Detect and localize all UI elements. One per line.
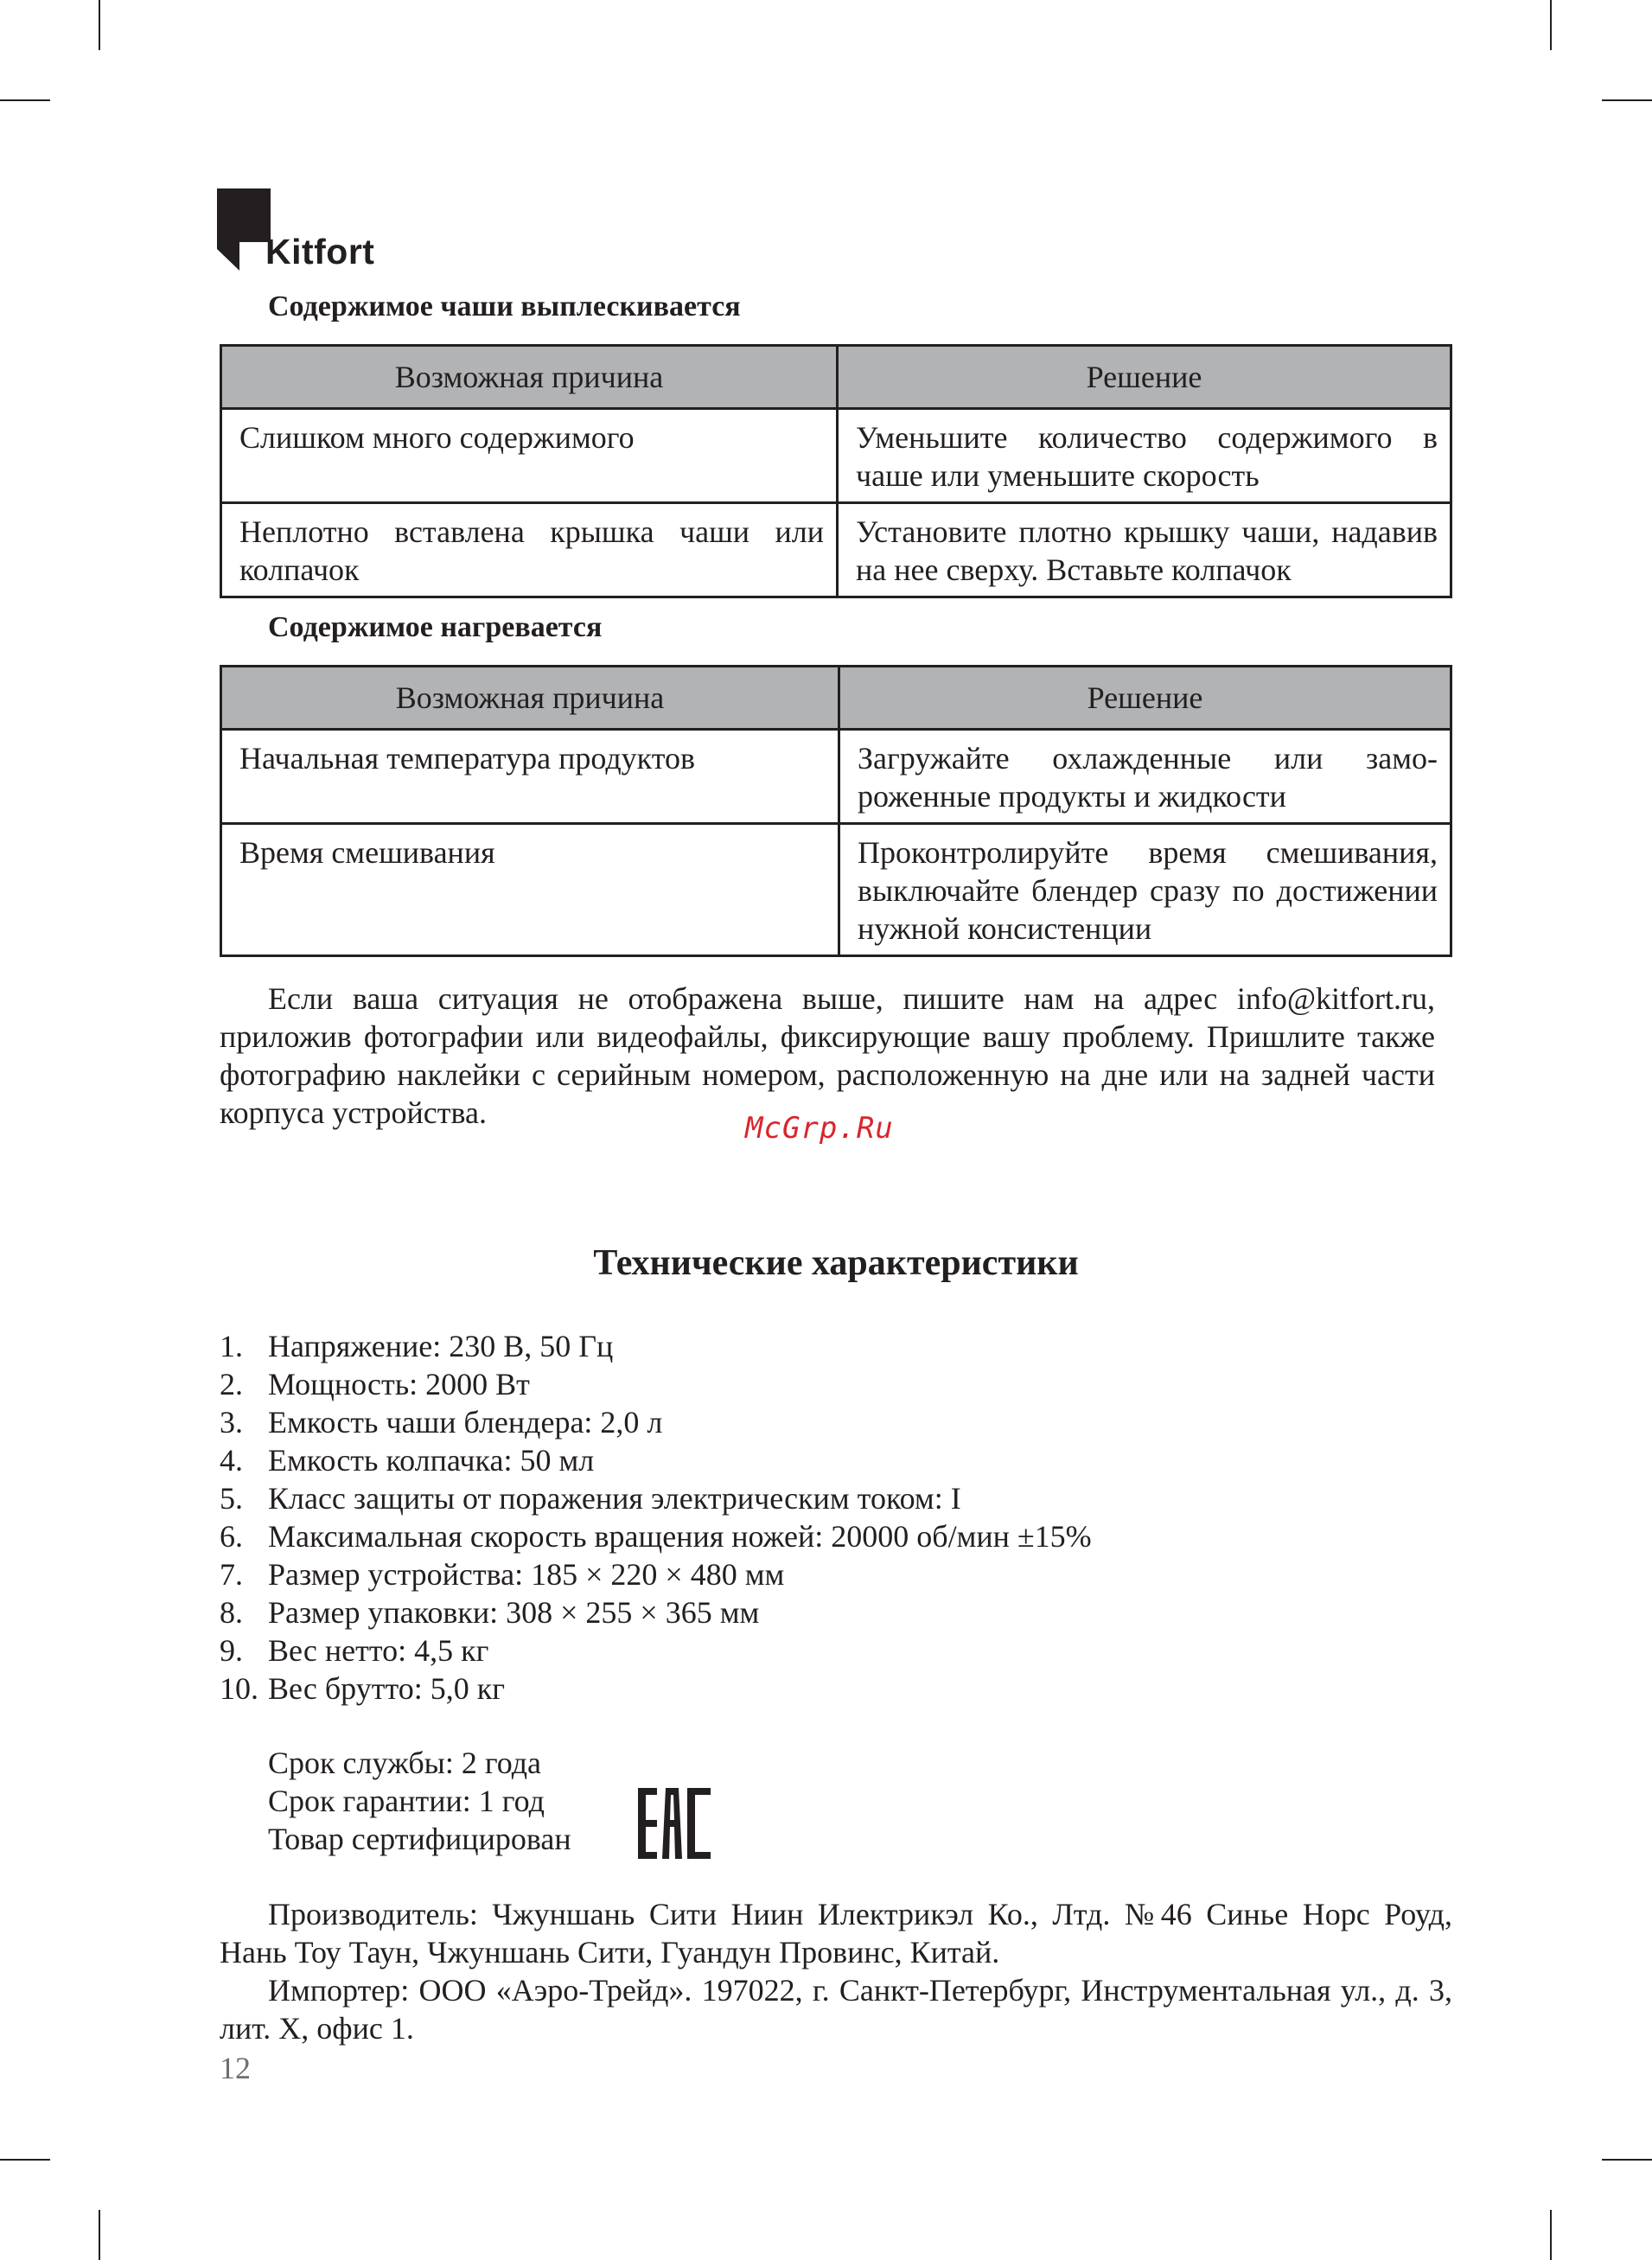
spec-item: [220, 1593, 1447, 1631]
spec-item: [220, 1631, 1447, 1669]
spec-number: 1.: [220, 1329, 243, 1363]
cause-cell: Начальная температура продуктов: [221, 730, 839, 824]
spec-text: Мощность: 2000 Вт: [268, 1367, 530, 1401]
table-row: [221, 730, 1451, 824]
spec-text: Размер устройства: 185 × 220 × 480 мм: [268, 1557, 785, 1592]
specs-list: [220, 1327, 1447, 1708]
contact-note: Если ваша ситуация не отображена выше, пишите нам на адрес info@kitfort.ru, приложив фотографии или видеофайлы, фиксирующие вашу проблему. Пришлите также фотографию наклейки с серийным номером, расположенную на дне или на задней части корпуса устройства.: [220, 981, 1435, 1130]
spec-text: Максимальная скорость вращения ножей: 20000 об/мин ±15%: [268, 1519, 1092, 1554]
watermark: McGrp.Ru: [745, 1111, 894, 1146]
spec-item: [220, 1555, 1447, 1593]
spec-number: 5.: [220, 1481, 243, 1516]
spec-item: [220, 1441, 1447, 1479]
spec-text: Размер упаковки: 308 × 255 × 365 мм: [268, 1595, 760, 1630]
spec-number: 3.: [220, 1405, 243, 1440]
solution-cell: Установите плотно крышку чаши, надавив на нее сверху. Вставьте колпачок: [838, 503, 1451, 597]
spec-number: 4.: [220, 1443, 243, 1478]
spec-item: [220, 1669, 1447, 1708]
spec-item: [220, 1479, 1447, 1517]
spec-number: 9.: [220, 1633, 243, 1668]
spec-text: Класс защиты от поражения электрическим током: I: [268, 1481, 961, 1516]
header-solution: Решение: [839, 667, 1451, 730]
header-cause: Возможная причина: [221, 346, 838, 409]
crop-mark: [0, 2159, 50, 2161]
kitfort-logo: [217, 188, 390, 275]
spec-number: 10.: [220, 1671, 258, 1706]
spec-text: Емкость чаши блендера: 2,0 л: [268, 1405, 663, 1440]
spec-text: Напряжение: 230 В, 50 Гц: [268, 1329, 614, 1363]
crop-mark: [1602, 99, 1652, 101]
section-title-heating: Содержимое нагревается: [268, 611, 603, 643]
service-life: Срок службы: 2 года: [268, 1746, 542, 1780]
crop-mark: [1550, 0, 1552, 50]
solution-cell: Загружайте охлажденные или замороженные продукты и жидкости: [839, 730, 1451, 824]
crop-mark: [99, 0, 100, 50]
spec-text: Вес нетто: 4,5 кг: [268, 1633, 489, 1668]
specs-title: Технические характеристики: [593, 1243, 1079, 1283]
cause-cell: Неплотно вставлена крышка чаши или колпачок: [221, 503, 838, 597]
crop-mark: [1602, 2159, 1652, 2161]
spec-number: 7.: [220, 1557, 243, 1592]
page-number: 12: [220, 2051, 251, 2085]
manufacturer: Производитель: Чжуншань Сити Ниин Илектрикэл Ко., Лтд. №46 Синье Норс Роуд, Нань Тоу Таун, Чжуншань Сити, Гуандун Провинс, Китай.: [220, 1897, 1452, 1970]
crop-mark: [99, 2210, 100, 2260]
warranty-period: Срок гарантии: 1 год: [268, 1784, 545, 1818]
table-header-row: [221, 667, 1451, 730]
spec-text: Вес брутто: 5,0 кг: [268, 1671, 505, 1706]
cause-cell: Слишком много содержимого: [221, 409, 838, 503]
crop-mark: [0, 99, 50, 101]
crop-mark: [1550, 2210, 1552, 2260]
importer: Импортер: ООО «Аэро-Трейд». 197022, г. Санкт-Петербург, Инструментальная ул., д. 3, лит. Х, офис 1.: [220, 1973, 1452, 2046]
spec-number: 6.: [220, 1519, 243, 1554]
cause-cell: Время смешивания: [221, 824, 839, 956]
table-row: [221, 409, 1451, 503]
spec-item: [220, 1403, 1447, 1441]
spec-number: 8.: [220, 1595, 243, 1630]
troubleshooting-table-heating: [220, 665, 1452, 957]
spec-item: [220, 1365, 1447, 1403]
solution-cell: Проконтролируйте время смешивания, выключайте блендер сразу по достижении нужной консистенции: [839, 824, 1451, 956]
table-row: [221, 503, 1451, 597]
troubleshooting-table-splashing: [220, 344, 1452, 598]
spec-item: [220, 1327, 1447, 1365]
service-info: [268, 1744, 571, 1858]
header-cause: Возможная причина: [221, 667, 839, 730]
spec-item: [220, 1517, 1447, 1555]
spec-number: 2.: [220, 1367, 243, 1401]
table-header-row: [221, 346, 1451, 409]
eac-mark-icon: [638, 1788, 711, 1859]
spec-text: Емкость колпачка: 50 мл: [268, 1443, 595, 1478]
manufacturer-info: [220, 1895, 1452, 2047]
table-row: [221, 824, 1451, 956]
solution-cell: Уменьшите количество содержимого в чаше или уменьшите скорость: [838, 409, 1451, 503]
brand-name: Kitfort: [265, 232, 375, 271]
section-title-splashing: Содержимое чаши выплескивается: [268, 290, 741, 322]
certification-note: Товар сертифицирован: [268, 1822, 571, 1856]
header-solution: Решение: [838, 346, 1451, 409]
